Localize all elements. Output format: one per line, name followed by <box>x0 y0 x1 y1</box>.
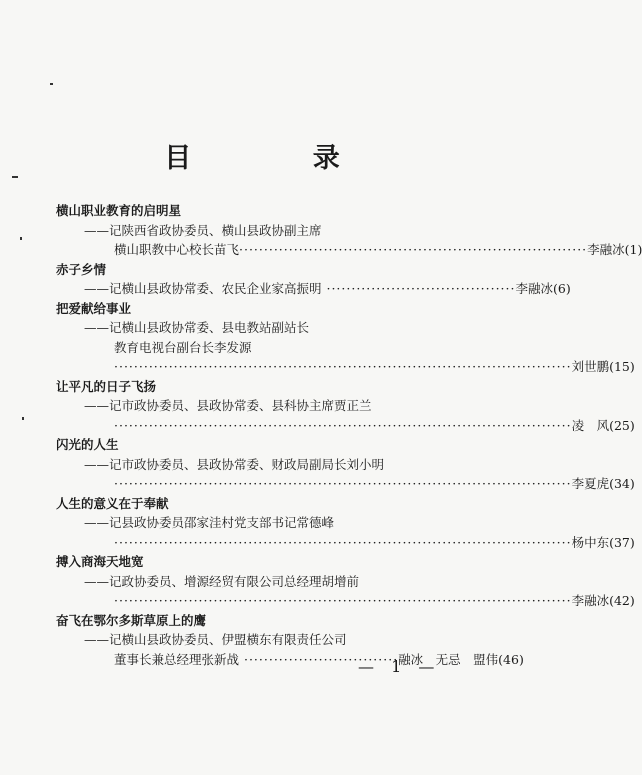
table-of-contents <box>56 201 642 669</box>
toc-entry-line <box>56 474 635 494</box>
toc-subtitle: ——记县政协委员邵家洼村党支部书记常德峰 <box>84 515 335 530</box>
scan-speck <box>50 83 53 85</box>
leader-dots: ······································ <box>321 281 516 296</box>
scan-speck <box>20 237 22 240</box>
scan-speck <box>12 176 18 178</box>
toc-subtitle: ——记横山县政协委员、伊盟横东有限责任公司 <box>84 632 347 647</box>
toc-subtitle: ——记市政协委员、县政协常委、财政局副局长刘小明 <box>84 456 385 472</box>
page-number: — 1 — <box>358 657 441 676</box>
toc-heading: 人生的意义在于奉献 <box>56 495 169 511</box>
toc-subtitle: ——记横山县政协常委、县电教站副站长 <box>84 320 310 335</box>
leader-dots: ···························································································· <box>114 593 572 608</box>
leader-dots: ···························································································· <box>114 359 572 374</box>
toc-entry-line <box>56 591 635 611</box>
leader-dots: ···························································································· <box>114 534 572 550</box>
toc-heading: 横山职业教育的启明星 <box>56 203 182 218</box>
toc-entry-line <box>56 240 642 260</box>
toc-heading: 赤子乡情 <box>56 261 107 277</box>
toc-author-page: 李融冰(6) <box>515 281 571 296</box>
toc-entry-line <box>56 533 635 553</box>
toc-subtitle: ——记政协委员、增源经贸有限公司总经理胡增前 <box>84 573 360 589</box>
toc-author-page: 李夏虎(34) <box>571 476 635 491</box>
toc-heading: 让平凡的日子飞扬 <box>56 378 157 394</box>
toc-entry-line <box>56 279 571 299</box>
toc-subtitle: ——记横山县政协常委、农民企业家高振明 <box>84 281 322 296</box>
toc-heading: 奋飞在鄂尔多斯草原上的鹰 <box>56 612 207 628</box>
leader-dots: ······························· <box>239 651 399 667</box>
toc-heading: 搏入商海天地宽 <box>56 554 144 569</box>
toc-entry-line <box>56 357 635 377</box>
toc-subtitle-cont: 横山职教中心校长苗飞 <box>114 242 240 257</box>
toc-author-page: 融冰 无忌 盟伟(46) <box>398 651 524 667</box>
toc-subtitle: ——记陕西省政协委员、横山县政协副主席 <box>84 222 322 238</box>
toc-subtitle-cont: 董事长兼总经理张新战 <box>114 651 240 667</box>
toc-author-page: 李融冰(1) <box>587 242 642 257</box>
scan-speck <box>22 417 24 420</box>
toc-author-page: 刘世鹏(15) <box>571 359 635 374</box>
toc-heading: 把爱献给事业 <box>56 300 132 316</box>
toc-heading: 闪光的人生 <box>56 437 119 452</box>
toc-author-page: 杨中东(37) <box>571 534 635 550</box>
page-title: 目 录 <box>164 143 396 174</box>
toc-entry-line <box>56 416 635 436</box>
toc-author-page: 凌 风(25) <box>571 417 635 433</box>
toc-author-page: 李融冰(42) <box>571 593 635 608</box>
leader-dots: ···························································································· <box>114 476 572 491</box>
toc-subtitle: ——记市政协委员、县政协常委、县科协主席贾正兰 <box>84 398 372 413</box>
leader-dots: ······································································ <box>239 242 588 257</box>
leader-dots: ···························································································· <box>114 417 572 433</box>
toc-subtitle-cont: 教育电视台副台长李发源 <box>114 339 252 355</box>
